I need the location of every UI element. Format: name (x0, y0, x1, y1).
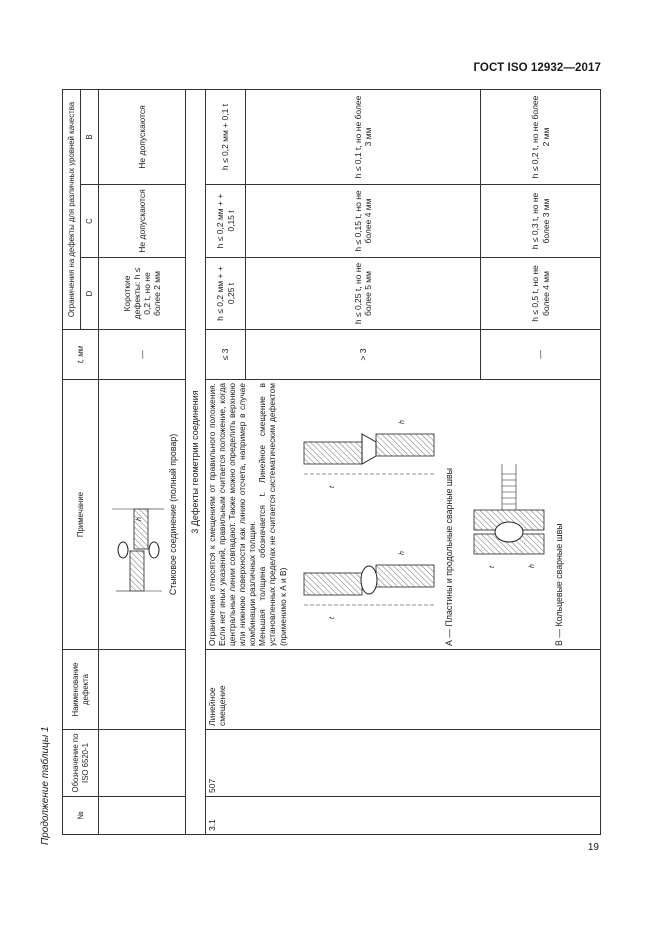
figure-b-caption: В — Кольцевые сварные швы (554, 523, 565, 646)
col-header-level-b: B (81, 90, 99, 185)
thick-level-b: h ≤ 0,1 t, но не более 3 мм (246, 90, 481, 185)
svg-text:h: h (529, 564, 537, 569)
svg-text:t: t (328, 485, 336, 488)
plate-weld-diagram-1-icon (294, 535, 444, 625)
thickness-circ: — (481, 330, 601, 380)
row-defect-name: Линейное смещение (206, 650, 601, 730)
col-header-note: Примечание (63, 380, 99, 650)
circ-level-b: h ≤ 0,2 t, но не более 2 мм (481, 90, 601, 185)
thin-level-b: h ≤ 0,2 мм + 0,1 t (206, 90, 246, 185)
cell-empty (99, 797, 186, 835)
figure-b-group (464, 383, 554, 646)
butt-joint-weld-diagram-icon (106, 466, 168, 646)
svg-text:h: h (135, 517, 143, 521)
col-header-defect-name: Наименование дефекта (63, 650, 99, 730)
note-paragraph-2: Меньшая толщина обозначается t. Линейное смещение в установленных пределах не считается систематическим дефектом (применимо к А и В) (257, 383, 288, 646)
row-number: 3.1 (206, 797, 601, 835)
col-header-thickness: t, мм (63, 330, 99, 380)
document-code: ГОСТ ISO 12932—2017 (473, 62, 601, 74)
col-header-number: № (63, 797, 99, 835)
col-header-level-d: D (81, 258, 99, 330)
thin-level-d: h ≤ 0,2 мм + + 0,25 t (206, 258, 246, 330)
table-row-butt-joint (99, 90, 186, 835)
rotated-table-container (62, 90, 600, 835)
row-designation: 507 (206, 730, 601, 797)
butt-joint-level-d: Короткие дефекты: h ≤ 0,2 t, но не более 2 мм (99, 258, 186, 330)
page-number: 19 (587, 842, 599, 853)
col-header-designation: Обозначение по ISO 6520-1 (63, 730, 99, 797)
butt-joint-level-b: Не допускаются (99, 90, 186, 185)
col-header-limits-group: Ограничения на дефекты для различных уровней качества (63, 90, 81, 330)
note-paragraph-1: Ограничения относятся к смещениям от правильного положения. Если нет иных указаний, правильным считается положение, когда центральные линии совпадают. Также можно определить верхнюю или нижнюю поверхности как линию отсчета, например в случае комбинации различных толщин. (207, 383, 258, 646)
butt-joint-level-c: Не допускаются (99, 185, 186, 258)
butt-joint-figure-caption: Стыковое соединение (полный провар) (167, 433, 178, 596)
cell-empty (99, 730, 186, 797)
col-header-level-c: C (81, 185, 99, 258)
row-note-cell (206, 380, 601, 650)
figure-a-caption: А — Пластины и продольные сварные швы (443, 468, 454, 646)
circ-level-d: h ≤ 0,5 t, но не более 4 мм (481, 258, 601, 330)
svg-text:t: t (489, 566, 497, 569)
thick-level-d: h ≤ 0,25 t, но не более 5 мм (246, 258, 481, 330)
circ-level-c: h ≤ 0,3 t, но не более 3 мм (481, 185, 601, 258)
quality-levels-table (62, 89, 601, 835)
circumferential-weld-diagram-icon (464, 455, 554, 575)
thickness-thick: > 3 (246, 330, 481, 380)
thin-level-c: h ≤ 0,2 мм + + 0,15 t (206, 185, 246, 258)
thick-level-c: h ≤ 0,15 t, но не более 4 мм (246, 185, 481, 258)
section-title: 3 Дефекты геометрии соединения (186, 90, 206, 835)
svg-text:t: t (328, 617, 336, 620)
butt-joint-thickness: — (99, 330, 186, 380)
table-row-3-1-thin (206, 90, 246, 835)
svg-text:h: h (398, 551, 406, 556)
butt-joint-figure-cell (99, 380, 186, 650)
thickness-thin: ≤ 3 (206, 330, 246, 380)
figure-a-group (294, 383, 444, 646)
svg-text:h: h (398, 419, 406, 424)
cell-empty (99, 650, 186, 730)
plate-weld-diagram-2-icon (294, 404, 444, 494)
table-continuation-caption: Продолжение таблицы 1 (40, 726, 51, 845)
